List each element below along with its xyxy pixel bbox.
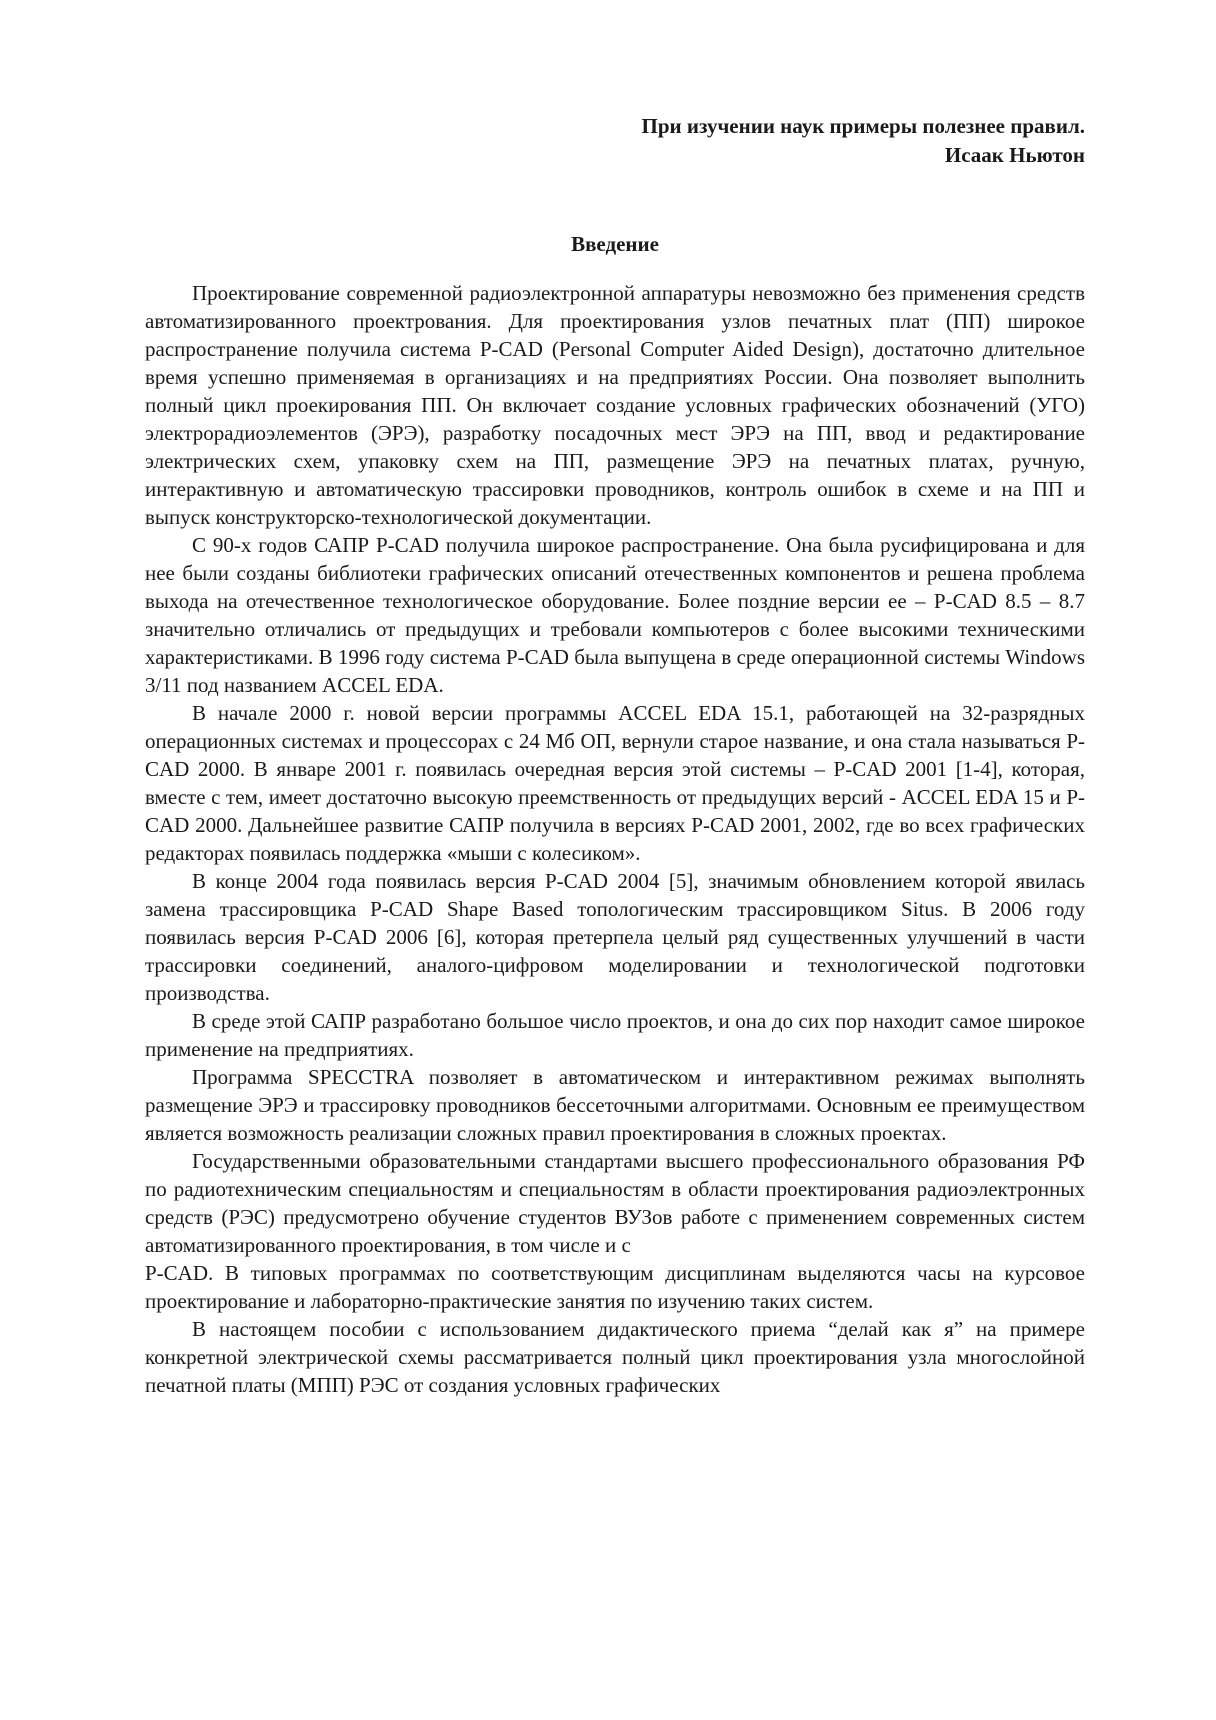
body-text [145,279,1085,1399]
paragraph: Государственными образовательными стандартами высшего профессионального образования РФ по радиотехническим специальностям и специальностям в области проектирования радиоэлектронных средств (РЭС) предусмотрено обучение студентов ВУЗов работе с применением современных систем автоматизированного проектирования, в том числе и с [145,1149,1085,1257]
paragraph: В начале 2000 г. новой версии программы ACCEL EDA 15.1, работающей на 32-разрядных операционных системах и процессорах с 24 Мб ОП, вернули старое название, и она стала называться P-CAD 2000. В январе 2001 г. появилась очередная версия этой системы – P-CAD 2001 [1-4], которая, вместе с тем, имеет достаточно высокую преемственность от предыдущих версий - ACCEL EDA 15 и P-CAD 2000. Дальнейшее развитие САПР получила в версиях P-CAD 2001, 2002, где во всех графических редакторах появилась поддержка «мыши с колесиком». [145,701,1085,865]
paragraph: В настоящем пособии с использованием дидактического приема “делай как я” на примере конкретной электрической схемы рассматривается полный цикл проектирования узла многослойной печатной платы (МПП) РЭС от создания условных графических [145,1317,1085,1397]
paragraph: В конце 2004 года появилась версия P-CAD 2004 [5], значимым обновлением которой явилась замена трассировщика P-CAD Shape Based топологическим трассировщиком Situs. В 2006 году появилась версия P-CAD 2006 [6], которая претерпела целый ряд существенных улучшений в части трассировки соединений, аналого-цифровом моделировании и технологической подготовки производства. [145,869,1085,1005]
paragraph: Проектирование современной радиоэлектронной аппаратуры невозможно без применения средств автоматизированного проектрования. Для проектирования узлов печатных плат (ПП) широкое распространение получила система P-CAD (Personal Computer Aided Design), достаточно длительное время успешно применяемая в организациях и на предприятиях России. Она позволяет выполнить полный цикл проекирования ПП. Он включает создание условных графических обозначений (УГО) электрорадиоэлементов (ЭРЭ), разработку посадочных мест ЭРЭ на ПП, ввод и редактирование электрических схем, упаковку схем на ПП, размещение ЭРЭ на печатных платах, ручную, интерактивную и автоматическую трассировки проводников, контроль ошибок в схеме и на ПП и выпуск конструкторско-технологической документации. [145,281,1085,529]
paragraph: С 90-х годов САПР P-CAD получила широкое распространение. Она была русифицирована и для нее были созданы библиотеки графических описаний отечественных компонентов и решена проблема выхода на отечественное технологическое оборудование. Более поздние версии ее – P-CAD 8.5 – 8.7 значительно отличались от предыдущих и требовали компьютеров с более высокими техническими характеристиками. В 1996 году система P-CAD была выпущена в среде операционной системы Windows 3/11 под названием ACCEL EDA. [145,533,1085,697]
paragraph-continuation: P-CAD. В типовых программах по соответствующим дисциплинам выделяются часы на курсовое проектирование и лабораторно-практические занятия по изучению таких систем. [145,1261,1085,1313]
epigraph-author: Исаак Ньютон [944,143,1085,167]
epigraph-quote: При изучении наук примеры полезнее правил. [641,114,1085,138]
paragraph: Программа SPECCTRA позволяет в автоматическом и интерактивном режимах выполнять размещение ЭРЭ и трассировку проводников бессеточными алгоритмами. Основным ее преимуществом является возможность реализации сложных правил проектирования в сложных проектах. [145,1065,1085,1145]
document-page [145,112,1085,1399]
section-heading: Введение [571,232,659,256]
paragraph: В среде этой САПР разработано большое число проектов, и она до сих пор находит самое широкое применение на предприятиях. [145,1009,1085,1061]
epigraph [145,112,1085,170]
